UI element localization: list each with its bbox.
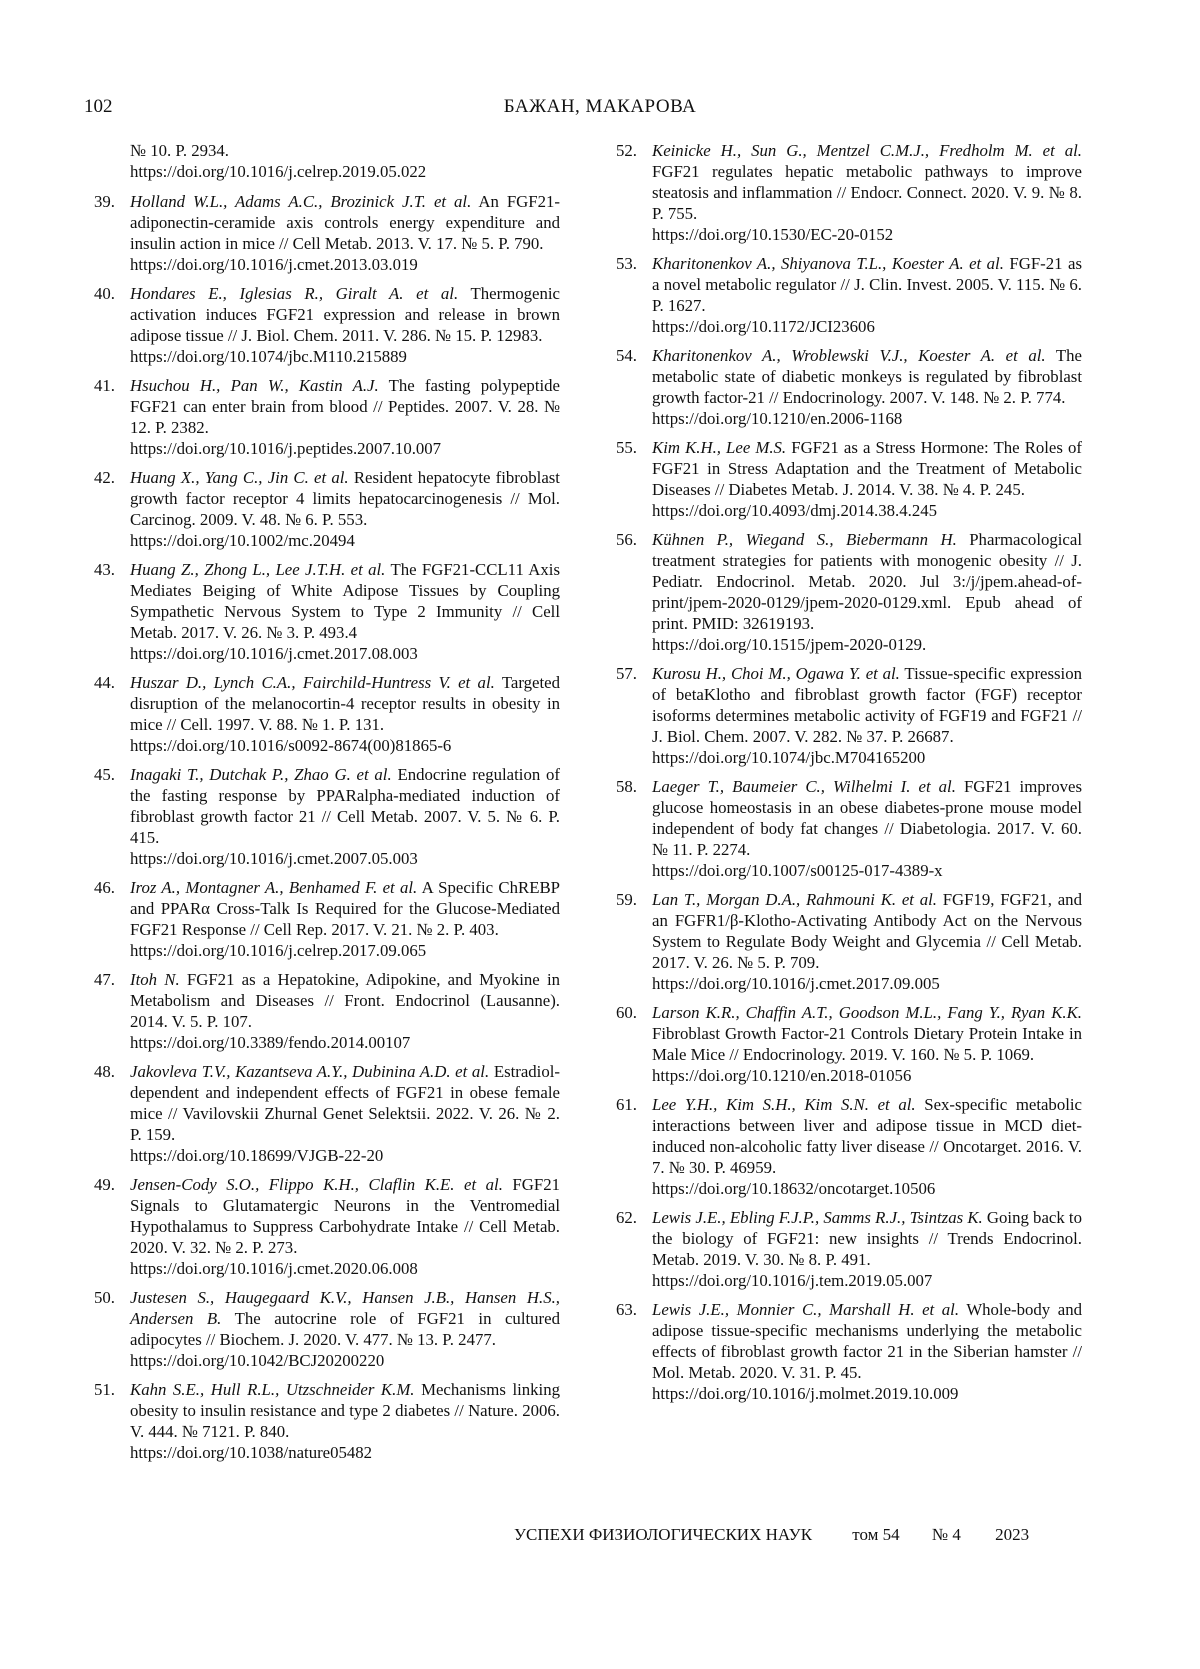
reference-doi[interactable]: https://doi.org/10.1016/j.molmet.2019.10.009: [652, 1383, 1082, 1404]
reference-list-left: [98, 191, 560, 1463]
reference-authors: Justesen S., Haugegaard K.V., Hansen J.B., Hansen H.S., Andersen B.: [130, 1288, 560, 1328]
reference-doi[interactable]: https://doi.org/10.1016/s0092-8674(00)81865-6: [130, 735, 560, 756]
reference-item: [98, 877, 560, 961]
reference-item: [98, 375, 560, 459]
reference-text: The fasting polypeptide FGF21 can enter brain from blood // Peptides. 2007. V. 28. № 12. P. 2382.: [130, 376, 560, 437]
reference-column-left: [98, 140, 560, 1471]
reference-text: Tissue-specific expression of betaKlotho and fibroblast growth factor (FGF) receptor isoforms determines metabolic activity of FGF19 and FGF21 // J. Biol. Chem. 2007. V. 282. № 37. P. 26687.: [652, 664, 1082, 746]
reference-number: 56.: [616, 529, 637, 550]
reference-doi[interactable]: https://doi.org/10.1016/j.cmet.2007.05.003: [130, 848, 560, 869]
reference-authors: Laeger T., Baumeier C., Wilhelmi I. et al.: [652, 777, 956, 796]
reference-doi[interactable]: https://doi.org/10.1530/EC-20-0152: [652, 224, 1082, 245]
reference-doi[interactable]: https://doi.org/10.1042/BCJ20200220: [130, 1350, 560, 1371]
reference-text: FGF-21 as a novel metabolic regulator // J. Clin. Invest. 2005. V. 115. № 6. P. 1627.: [652, 254, 1082, 315]
reference-text: Fibroblast Growth Factor-21 Controls Dietary Protein Intake in Male Mice // Endocrinology. 2019. V. 160. № 5. P. 1069.: [652, 1024, 1082, 1064]
reference-doi[interactable]: https://doi.org/10.1074/jbc.M704165200: [652, 747, 1082, 768]
reference-item: [620, 253, 1082, 337]
reference-text: FGF21 Signals to Glutamatergic Neurons in the Ventromedial Hypothalamus to Suppress Carbohydrate Intake // Cell Metab. 2020. V. 32. № 2. P. 273.: [130, 1175, 560, 1257]
reference-text: The autocrine role of FGF21 in cultured adipocytes // Biochem. J. 2020. V. 477. № 13. P. 2477.: [130, 1309, 560, 1349]
reference-number: 59.: [616, 889, 637, 910]
page-number: 102: [84, 96, 113, 118]
reference-authors: Kahn S.E., Hull R.L., Utzschneider K.M.: [130, 1380, 415, 1399]
reference-item: [98, 1287, 560, 1371]
running-head: БАЖАН, МАКАРОВА: [0, 96, 1200, 118]
reference-item: [620, 437, 1082, 521]
reference-authors: Lee Y.H., Kim S.H., Kim S.N. et al.: [652, 1095, 916, 1114]
reference-item: [98, 283, 560, 367]
reference-text: A Specific ChREBP and PPARα Cross-Talk Is Required for the Glucose-Mediated FGF21 Response // Cell Rep. 2017. V. 21. № 2. P. 403.: [130, 878, 560, 939]
reference-authors: Iroz A., Montagner A., Benhamed F. et al.: [130, 878, 417, 897]
reference-item: [620, 529, 1082, 655]
reference-authors: Itoh N.: [130, 970, 180, 989]
reference-text: Thermogenic activation induces FGF21 expression and release in brown adipose tissue // J. Biol. Chem. 2011. V. 286. № 15. P. 12983.: [130, 284, 560, 345]
reference-text: The FGF21-CCL11 Axis Mediates Beiging of White Adipose Tissues by Coupling Sympathetic Nervous System to Type 2 Immunity // Cell Metab. 2017. V. 26. № 3. P. 493.4: [130, 560, 560, 642]
reference-number: 57.: [616, 663, 637, 684]
reference-text: An FGF21-adiponectin-ceramide axis controls energy expenditure and insulin action in mice // Cell Metab. 2013. V. 17. № 5. P. 790.: [130, 192, 560, 253]
reference-item: [98, 559, 560, 664]
reference-item: [98, 969, 560, 1053]
reference-item: [620, 1002, 1082, 1086]
reference-doi[interactable]: https://doi.org/10.1515/jpem-2020-0129.: [652, 634, 1082, 655]
reference-authors: Huszar D., Lynch C.A., Fairchild-Huntress V. et al.: [130, 673, 495, 692]
reference-item: [620, 663, 1082, 768]
reference-authors: Lan T., Morgan D.A., Rahmouni K. et al.: [652, 890, 937, 909]
reference-text: Whole-body and adipose tissue-specific mechanisms underlying the metabolic effects of fibroblast growth factor 21 in the Siberian hamster // Mol. Metab. 2020. V. 31. P. 45.: [652, 1300, 1082, 1382]
reference-number: 46.: [94, 877, 115, 898]
reference-number: 48.: [94, 1061, 115, 1082]
reference-number: 54.: [616, 345, 637, 366]
reference-item: [98, 467, 560, 551]
reference-number: 41.: [94, 375, 115, 396]
reference-authors: Jakovleva T.V., Kazantseva A.Y., Dubinina A.D. et al.: [130, 1062, 489, 1081]
reference-number: 61.: [616, 1094, 637, 1115]
reference-item: [98, 1379, 560, 1463]
reference-item: [98, 191, 560, 275]
reference-number: 43.: [94, 559, 115, 580]
reference-number: 62.: [616, 1207, 637, 1228]
reference-doi[interactable]: https://doi.org/10.1002/mc.20494: [130, 530, 560, 551]
reference-doi[interactable]: https://doi.org/10.1016/j.celrep.2017.09.065: [130, 940, 560, 961]
reference-item: [620, 776, 1082, 881]
reference-authors: Kühnen P., Wiegand S., Biebermann H.: [652, 530, 957, 549]
reference-authors: Kim K.H., Lee M.S.: [652, 438, 786, 457]
reference-text: FGF21 as a Hepatokine, Adipokine, and Myokine in Metabolism and Diseases // Front. Endocrinol (Lausanne). 2014. V. 5. P. 107.: [130, 970, 560, 1031]
reference-authors: Jensen-Cody S.O., Flippo K.H., Claflin K.E. et al.: [130, 1175, 503, 1194]
reference-number: 40.: [94, 283, 115, 304]
reference-authors: Kharitonenkov A., Wroblewski V.J., Koester A. et al.: [652, 346, 1046, 365]
reference-doi[interactable]: https://doi.org/10.4093/dmj.2014.38.4.245: [652, 500, 1082, 521]
reference-doi[interactable]: https://doi.org/10.1016/j.tem.2019.05.007: [652, 1270, 1082, 1291]
reference-text: FGF21 as a Stress Hormone: The Roles of FGF21 in Stress Adaptation and the Treatment of Metabolic Diseases // Diabetes Metab. J. 2014. V. 38. № 4. P. 245.: [652, 438, 1082, 499]
reference-item: [98, 1174, 560, 1279]
reference-doi[interactable]: https://doi.org/10.1172/JCI23606: [652, 316, 1082, 337]
reference-authors: Inagaki T., Dutchak P., Zhao G. et al.: [130, 765, 392, 784]
reference-doi[interactable]: https://doi.org/10.1016/j.peptides.2007.10.007: [130, 438, 560, 459]
reference-doi[interactable]: https://doi.org/10.3389/fendo.2014.00107: [130, 1032, 560, 1053]
reference-column-right: [620, 140, 1082, 1412]
reference-doi[interactable]: https://doi.org/10.1210/en.2018-01056: [652, 1065, 1082, 1086]
reference-authors: Hondares E., Iglesias R., Giralt A. et al.: [130, 284, 458, 303]
reference-item: [620, 1207, 1082, 1291]
reference-authors: Lewis J.E., Ebling F.J.P., Samms R.J., Tsintzas K.: [652, 1208, 983, 1227]
reference-doi[interactable]: https://doi.org/10.18699/VJGB-22-20: [130, 1145, 560, 1166]
reference-doi[interactable]: https://doi.org/10.1016/j.cmet.2017.09.005: [652, 973, 1082, 994]
reference-authors: Keinicke H., Sun G., Mentzel C.M.J., Fredholm M. et al.: [652, 141, 1082, 160]
reference-number: 45.: [94, 764, 115, 785]
reference-item: [620, 889, 1082, 994]
reference-doi[interactable]: https://doi.org/10.1016/j.cmet.2013.03.019: [130, 254, 560, 275]
reference-number: 44.: [94, 672, 115, 693]
footer-volume: том 54: [852, 1525, 899, 1545]
reference-item: [620, 345, 1082, 429]
reference-text: № 10. P. 2934.: [130, 141, 229, 160]
reference-authors: Huang Z., Zhong L., Lee J.T.H. et al.: [130, 560, 385, 579]
footer-journal: УСПЕХИ ФИЗИОЛОГИЧЕСКИХ НАУК: [514, 1525, 812, 1545]
reference-item: [98, 1061, 560, 1166]
reference-number: 42.: [94, 467, 115, 488]
reference-text: The metabolic state of diabetic monkeys is regulated by fibroblast growth factor-21 // Endocrinology. 2007. V. 148. № 2. P. 774.: [652, 346, 1082, 407]
reference-authors: Holland W.L., Adams A.C., Brozinick J.T. et al.: [130, 192, 471, 211]
reference-number: 60.: [616, 1002, 637, 1023]
reference-number: 50.: [94, 1287, 115, 1308]
reference-text: FGF19, FGF21, and an FGFR1/β-Klotho-Activating Antibody Act on the Nervous System to Regulate Body Weight and Glycemia // Cell Metab. 2017. V. 26. № 5. P. 709.: [652, 890, 1082, 972]
reference-text: Estradiol-dependent and independent effects of FGF21 in obese female mice // Vavilovskii Zhurnal Genet Selektsii. 2022. V. 26. № 2. P. 159.: [130, 1062, 560, 1144]
reference-number: 63.: [616, 1299, 637, 1320]
reference-text: FGF21 improves glucose homeostasis in an obese diabetes-prone mouse model independent of body fat changes // Diabetologia. 2017. V. 60. № 11. P. 2274.: [652, 777, 1082, 859]
reference-doi[interactable]: https://doi.org/10.1016/j.cmet.2020.06.008: [130, 1258, 560, 1279]
reference-authors: Kharitonenkov A., Shiyanova T.L., Koester A. et al.: [652, 254, 1004, 273]
reference-item: [98, 672, 560, 756]
reference-doi[interactable]: https://doi.org/10.1038/nature05482: [130, 1442, 560, 1463]
reference-item: [620, 1299, 1082, 1404]
reference-text: Endocrine regulation of the fasting response by PPARalpha-mediated induction of fibroblast growth factor 21 // Cell Metab. 2007. V. 5. № 6. P. 415.: [130, 765, 560, 847]
reference-doi[interactable]: https://doi.org/10.1007/s00125-017-4389-x: [652, 860, 1082, 881]
reference-number: 58.: [616, 776, 637, 797]
reference-item: [620, 1094, 1082, 1199]
footer-issue: № 4: [932, 1525, 961, 1545]
page-footer: [514, 1525, 1029, 1545]
reference-authors: Larson K.R., Chaffin A.T., Goodson M.L., Fang Y., Ryan K.K.: [652, 1003, 1082, 1022]
reference-number: 55.: [616, 437, 637, 458]
reference-authors: Lewis J.E., Monnier C., Marshall H. et al.: [652, 1300, 959, 1319]
reference-authors: Hsuchou H., Pan W., Kastin A.J.: [130, 376, 379, 395]
reference-authors: Huang X., Yang C., Jin C. et al.: [130, 468, 349, 487]
reference-text: Mechanisms linking obesity to insulin resistance and type 2 diabetes // Nature. 2006. V. 444. № 7121. P. 840.: [130, 1380, 560, 1441]
reference-text: FGF21 regulates hepatic metabolic pathways to improve steatosis and inflammation // Endocr. Connect. 2020. V. 9. № 8. P. 755.: [652, 162, 1082, 223]
footer-year: 2023: [995, 1525, 1029, 1545]
reference-doi[interactable]: https://doi.org/10.1016/j.celrep.2019.05.022: [130, 161, 560, 182]
reference-number: 49.: [94, 1174, 115, 1195]
reference-number: 51.: [94, 1379, 115, 1400]
reference-doi[interactable]: https://doi.org/10.18632/oncotarget.10506: [652, 1178, 1082, 1199]
reference-item: [620, 140, 1082, 245]
reference-text: Sex-specific metabolic interactions between liver and adipose tissue in MCD diet-induced non-alcoholic fatty liver disease // Oncotarget. 2016. V. 7. № 30. P. 46959.: [652, 1095, 1082, 1177]
reference-text: Going back to the biology of FGF21: new insights // Trends Endocrinol. Metab. 2019. V. 30. № 8. P. 491.: [652, 1208, 1082, 1269]
reference-number: 39.: [94, 191, 115, 212]
reference-number: 47.: [94, 969, 115, 990]
reference-doi[interactable]: https://doi.org/10.1210/en.2006-1168: [652, 408, 1082, 429]
reference-text: Targeted disruption of the melanocortin-4 receptor results in obesity in mice // Cell. 1997. V. 88. № 1. P. 131.: [130, 673, 560, 734]
reference-item: [98, 764, 560, 869]
reference-doi[interactable]: https://doi.org/10.1074/jbc.M110.215889: [130, 346, 560, 367]
reference-text: Pharmacological treatment strategies for patients with monogenic obesity // J. Pediatr. Endocrinol. Metab. 2020. Jul 3:/j/jpem.ahead-of-print/jpem-2020-0129/jpem-2020-0129.xml. Epub ahead of print. PMID: 32619193.: [652, 530, 1082, 633]
reference-text: Resident hepatocyte fibroblast growth factor receptor 4 limits hepatocarcinogenesis // Mol. Carcinog. 2009. V. 48. № 6. P. 553.: [130, 468, 560, 529]
reference-list-right: [620, 140, 1082, 1404]
reference-number: 53.: [616, 253, 637, 274]
reference-number: 52.: [616, 140, 637, 161]
reference-authors: Kurosu H., Choi M., Ogawa Y. et al.: [652, 664, 900, 683]
reference-continuation: [98, 140, 560, 182]
reference-doi[interactable]: https://doi.org/10.1016/j.cmet.2017.08.003: [130, 643, 560, 664]
